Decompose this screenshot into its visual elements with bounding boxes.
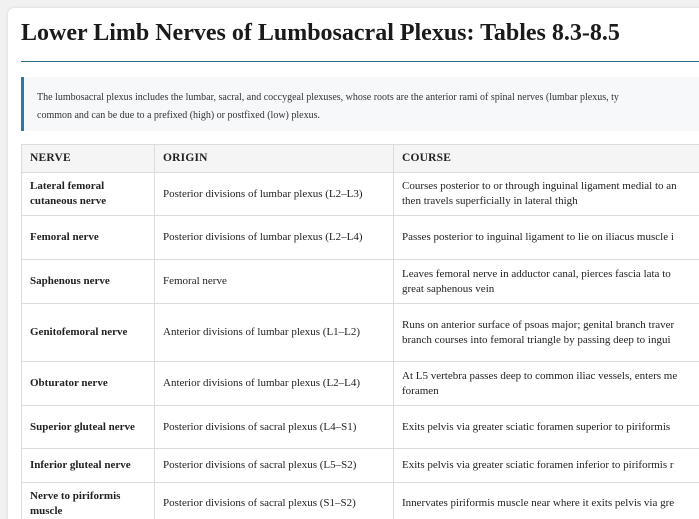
origin-cell: Anterior divisions of lumbar plexus (L2–L4)	[155, 362, 394, 406]
course-line: Passes posterior to inguinal ligament to lie on iliacus muscle i	[402, 231, 674, 243]
table-row	[22, 173, 699, 216]
table-header-row	[22, 145, 699, 173]
course-line: At L5 vertebra passes deep to common iliac vessels, enters me	[402, 369, 678, 382]
nerve-cell: Saphenous nerve	[22, 260, 155, 304]
table-row	[22, 216, 699, 260]
course-cell	[394, 216, 699, 260]
course-cell	[394, 304, 699, 362]
course-line: Courses posterior to or through inguinal ligament medial to an	[402, 180, 677, 192]
nerves-table	[21, 144, 699, 519]
origin-cell: Posterior divisions of sacral plexus (L5–S2)	[155, 449, 394, 483]
nerve-cell: Genitofemoral nerve	[22, 304, 155, 362]
intro-line-1: The lumbosacral plexus includes the lumbar, sacral, and coccygeal plexuses, whose roots are the anterior rami of spinal nerves (lumbar plexus, ty	[37, 92, 619, 103]
course-line: great saphenous vein	[402, 282, 495, 295]
origin-cell: Posterior divisions of lumbar plexus (L2–L4)	[155, 216, 394, 260]
course-cell	[394, 362, 699, 406]
course-line: Innervates piriformis muscle near where it exits pelvis via gre	[402, 497, 675, 509]
course-line: Exits pelvis via greater sciatic foramen superior to piriformis	[402, 420, 671, 433]
nerve-cell: Nerve to piriformis muscle	[22, 483, 155, 519]
header-origin: ORIGIN	[155, 145, 394, 173]
course-cell	[394, 449, 699, 483]
course-line: Exits pelvis via greater sciatic foramen inferior to piriformis r	[402, 459, 674, 471]
course-cell	[394, 406, 699, 449]
nerve-cell: Superior gluteal nerve	[22, 406, 155, 449]
header-course: COURSE	[394, 145, 699, 173]
course-cell	[394, 483, 699, 519]
header-nerve: NERVE	[22, 145, 155, 173]
nerve-cell: Inferior gluteal nerve	[22, 449, 155, 483]
table-row	[22, 260, 699, 304]
course-line: Leaves femoral nerve in adductor canal, pierces fascia lata to	[402, 267, 671, 280]
table-row	[22, 449, 699, 483]
nerve-cell: Lateral femoral cutaneous nerve	[22, 173, 155, 216]
document-page	[8, 8, 699, 519]
nerve-cell: Obturator nerve	[22, 362, 155, 406]
title-divider	[21, 61, 699, 62]
intro-line-2: common and can be due to a prefixed (high) or postfixed (low) plexus.	[37, 110, 320, 121]
table-row	[22, 483, 699, 519]
course-line: then travels superficially in lateral thigh	[402, 195, 578, 207]
table-row	[22, 304, 699, 362]
course-cell	[394, 260, 699, 304]
origin-cell: Posterior divisions of sacral plexus (L4–S1)	[155, 406, 394, 449]
table-row	[22, 362, 699, 406]
origin-cell: Anterior divisions of lumbar plexus (L1–L2)	[155, 304, 394, 362]
course-cell	[394, 173, 699, 216]
course-line: branch courses into femoral triangle by passing deep to ingui	[402, 333, 671, 346]
course-line: Runs on anterior surface of psoas major; genital branch traver	[402, 318, 675, 331]
origin-cell: Posterior divisions of sacral plexus (S1–S2)	[155, 483, 394, 519]
origin-cell: Femoral nerve	[155, 260, 394, 304]
page-title: Lower Limb Nerves of Lumbosacral Plexus: Tables 8.3-8.5	[21, 20, 620, 46]
nerve-cell: Femoral nerve	[22, 216, 155, 260]
course-line: foramen	[402, 384, 439, 397]
table-row	[22, 406, 699, 449]
intro-callout	[21, 77, 699, 131]
origin-cell: Posterior divisions of lumbar plexus (L2–L3)	[155, 173, 394, 216]
